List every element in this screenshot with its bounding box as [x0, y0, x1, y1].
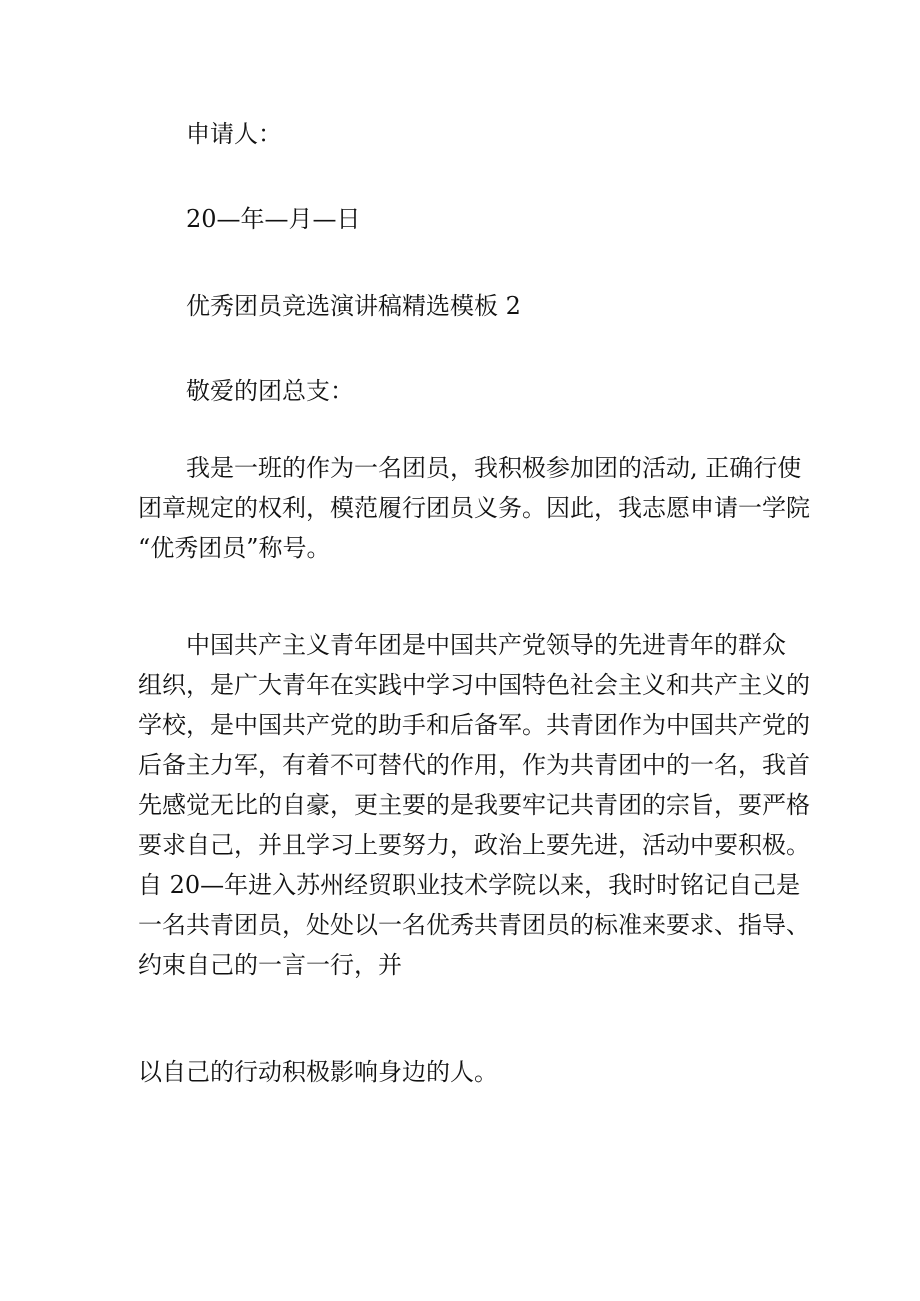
paragraph-line: 中国共产主义青年团是中国共产党领导的先进青年的群众 [186, 631, 786, 659]
paragraph-2 [138, 625, 810, 985]
paragraph-3: 以自己的行动积极影响身边的人。 [138, 1058, 498, 1086]
paragraph-line: “优秀团员”称号。 [138, 534, 331, 562]
paragraph-line: 我是一班的作为一名团员，我积极参加团的活动, 正确行使 [186, 454, 802, 482]
paragraph-line: 团章规定的权利，模范履行团员义务。因此，我志愿申请一学院 [138, 494, 810, 522]
paragraph-line: 组织，是广大青年在实践中学习中国特色社会主义和共产主义的 [138, 671, 810, 699]
paragraph-line: 学校，是中国共产党的助手和后备军。共青团作为中国共产党的 [138, 711, 810, 739]
date-line: 20—年—月—日 [186, 205, 361, 233]
paragraph-line: 约束自己的一言一行，并 [138, 951, 402, 979]
paragraph-line: 自 20—年进入苏州经贸职业技术学院以来，我时时铭记自己是 [138, 871, 801, 899]
paragraph-line: 一名共青团员，处处以一名优秀共青团员的标准来要求、指导、 [138, 911, 810, 939]
salutation: 敬爱的团总支： [186, 377, 354, 405]
document-heading: 优秀团员竞选演讲稿精选模板 2 [186, 292, 521, 320]
paragraph-line: 先感觉无比的自豪，更主要的是我要牢记共青团的宗旨，要严格 [138, 791, 810, 819]
applicant-label: 申请人： [186, 120, 282, 148]
paragraph-line: 后备主力军，有着不可替代的作用，作为共青团中的一名，我首 [138, 751, 810, 779]
paragraph-1 [138, 448, 810, 568]
paragraph-line: 要求自己，并且学习上要努力，政治上要先进，活动中要积极。 [138, 831, 810, 859]
